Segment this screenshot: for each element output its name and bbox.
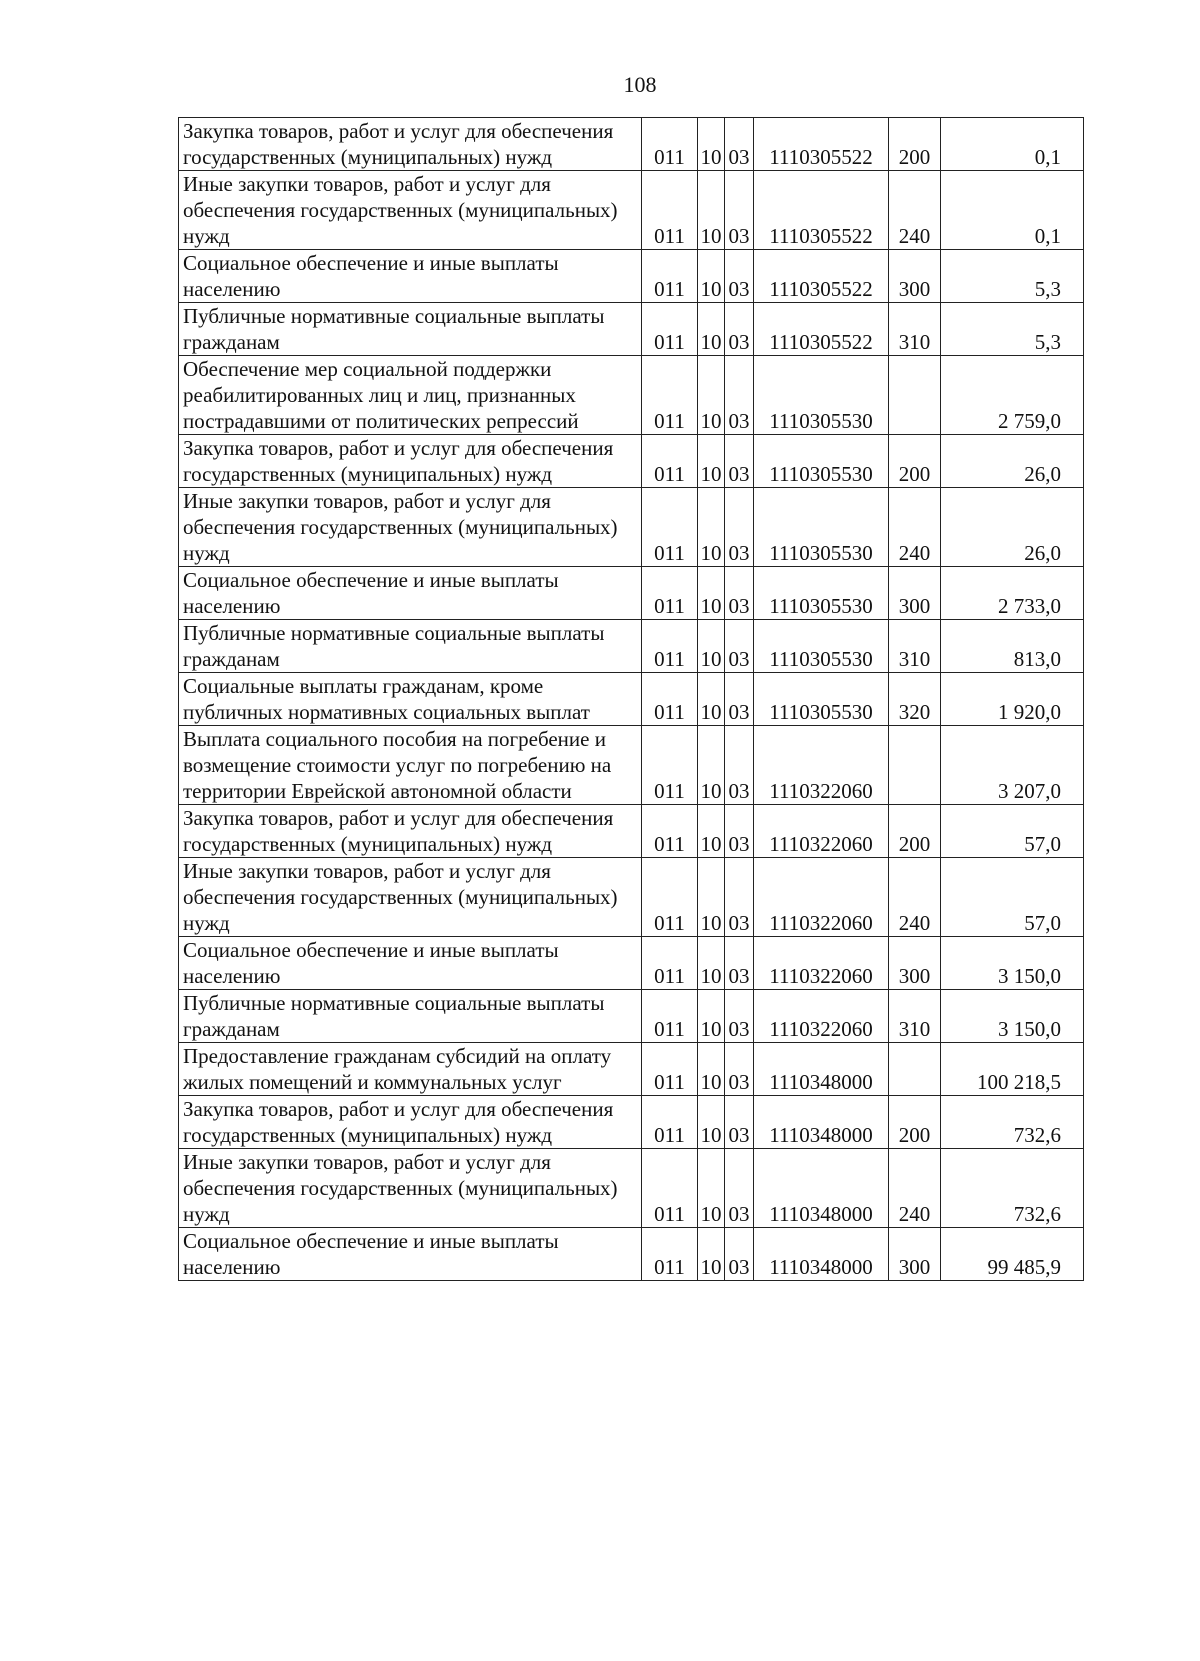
row-ved-code: 011 (642, 673, 698, 726)
row-amount: 1 920,0 (941, 673, 1084, 726)
table-row (179, 435, 1084, 488)
row-ved-code: 011 (642, 435, 698, 488)
row-expense-type: 300 (889, 567, 941, 620)
row-section-code: 10 (698, 937, 725, 990)
row-target-article: 1110348000 (754, 1228, 889, 1281)
row-amount: 5,3 (941, 303, 1084, 356)
row-section-code: 10 (698, 990, 725, 1043)
row-amount: 3 150,0 (941, 937, 1084, 990)
table-row (179, 620, 1084, 673)
row-amount: 0,1 (941, 118, 1084, 171)
row-amount: 5,3 (941, 250, 1084, 303)
row-expense-type (889, 356, 941, 435)
row-name: Социальное обеспечение и иные выплаты населению (179, 937, 642, 990)
row-subsection-code: 03 (725, 435, 754, 488)
row-name: Социальные выплаты гражданам, кроме публичных нормативных социальных выплат (179, 673, 642, 726)
row-ved-code: 011 (642, 937, 698, 990)
row-section-code: 10 (698, 673, 725, 726)
table-row (179, 1043, 1084, 1096)
row-subsection-code: 03 (725, 805, 754, 858)
table-row (179, 1096, 1084, 1149)
row-section-code: 10 (698, 118, 725, 171)
row-ved-code: 011 (642, 567, 698, 620)
row-expense-type: 320 (889, 673, 941, 726)
row-ved-code: 011 (642, 1149, 698, 1228)
row-name: Социальное обеспечение и иные выплаты населению (179, 1228, 642, 1281)
row-amount: 57,0 (941, 805, 1084, 858)
row-section-code: 10 (698, 435, 725, 488)
row-name: Закупка товаров, работ и услуг для обеспечения государственных (муниципальных) нужд (179, 435, 642, 488)
table-row (179, 303, 1084, 356)
row-subsection-code: 03 (725, 620, 754, 673)
row-ved-code: 011 (642, 1228, 698, 1281)
row-name: Иные закупки товаров, работ и услуг для обеспечения государственных (муниципальных) нужд (179, 1149, 642, 1228)
row-target-article: 1110305522 (754, 303, 889, 356)
row-ved-code: 011 (642, 356, 698, 435)
row-subsection-code: 03 (725, 171, 754, 250)
row-ved-code: 011 (642, 1096, 698, 1149)
row-target-article: 1110305522 (754, 118, 889, 171)
row-name: Закупка товаров, работ и услуг для обеспечения государственных (муниципальных) нужд (179, 1096, 642, 1149)
row-amount: 99 485,9 (941, 1228, 1084, 1281)
row-section-code: 10 (698, 303, 725, 356)
row-amount: 2 733,0 (941, 567, 1084, 620)
row-section-code: 10 (698, 726, 725, 805)
row-expense-type: 240 (889, 858, 941, 937)
row-target-article: 1110322060 (754, 858, 889, 937)
row-target-article: 1110322060 (754, 937, 889, 990)
row-subsection-code: 03 (725, 567, 754, 620)
row-expense-type (889, 726, 941, 805)
row-expense-type: 310 (889, 990, 941, 1043)
row-subsection-code: 03 (725, 937, 754, 990)
row-amount: 3 150,0 (941, 990, 1084, 1043)
row-amount: 26,0 (941, 488, 1084, 567)
row-name: Иные закупки товаров, работ и услуг для обеспечения государственных (муниципальных) нужд (179, 488, 642, 567)
row-target-article: 1110348000 (754, 1043, 889, 1096)
row-ved-code: 011 (642, 250, 698, 303)
row-name: Публичные нормативные социальные выплаты гражданам (179, 990, 642, 1043)
row-name: Иные закупки товаров, работ и услуг для обеспечения государственных (муниципальных) нужд (179, 171, 642, 250)
row-expense-type: 200 (889, 805, 941, 858)
table-row (179, 805, 1084, 858)
row-expense-type: 300 (889, 1228, 941, 1281)
table-row (179, 567, 1084, 620)
row-target-article: 1110305530 (754, 620, 889, 673)
row-subsection-code: 03 (725, 303, 754, 356)
row-name: Выплата социального пособия на погребение и возмещение стоимости услуг по погребению на территории Еврейской автономной области (179, 726, 642, 805)
table-row (179, 356, 1084, 435)
row-section-code: 10 (698, 250, 725, 303)
row-expense-type: 310 (889, 620, 941, 673)
row-name: Закупка товаров, работ и услуг для обеспечения государственных (муниципальных) нужд (179, 118, 642, 171)
row-amount: 100 218,5 (941, 1043, 1084, 1096)
row-target-article: 1110348000 (754, 1096, 889, 1149)
row-ved-code: 011 (642, 726, 698, 805)
row-expense-type (889, 1043, 941, 1096)
row-name: Социальное обеспечение и иные выплаты населению (179, 567, 642, 620)
row-section-code: 10 (698, 620, 725, 673)
table-row (179, 937, 1084, 990)
row-amount: 57,0 (941, 858, 1084, 937)
row-name: Публичные нормативные социальные выплаты гражданам (179, 620, 642, 673)
row-subsection-code: 03 (725, 990, 754, 1043)
row-amount: 732,6 (941, 1149, 1084, 1228)
row-name: Предоставление гражданам субсидий на оплату жилых помещений и коммунальных услуг (179, 1043, 642, 1096)
row-section-code: 10 (698, 1096, 725, 1149)
row-expense-type: 310 (889, 303, 941, 356)
row-ved-code: 011 (642, 805, 698, 858)
row-subsection-code: 03 (725, 1149, 754, 1228)
row-target-article: 1110305522 (754, 250, 889, 303)
row-name: Закупка товаров, работ и услуг для обеспечения государственных (муниципальных) нужд (179, 805, 642, 858)
row-expense-type: 300 (889, 937, 941, 990)
table-row (179, 990, 1084, 1043)
row-ved-code: 011 (642, 488, 698, 567)
row-subsection-code: 03 (725, 356, 754, 435)
row-name: Социальное обеспечение и иные выплаты населению (179, 250, 642, 303)
row-expense-type: 300 (889, 250, 941, 303)
row-subsection-code: 03 (725, 1228, 754, 1281)
row-expense-type: 240 (889, 488, 941, 567)
row-amount: 813,0 (941, 620, 1084, 673)
row-ved-code: 011 (642, 990, 698, 1043)
row-section-code: 10 (698, 1043, 725, 1096)
row-target-article: 1110305530 (754, 435, 889, 488)
row-target-article: 1110305530 (754, 567, 889, 620)
row-target-article: 1110348000 (754, 1149, 889, 1228)
row-name: Иные закупки товаров, работ и услуг для обеспечения государственных (муниципальных) нужд (179, 858, 642, 937)
table-row (179, 118, 1084, 171)
row-name: Обеспечение мер социальной поддержки реабилитированных лиц и лиц, признанных пострадавшими от политических репрессий (179, 356, 642, 435)
row-ved-code: 011 (642, 858, 698, 937)
row-target-article: 1110305530 (754, 488, 889, 567)
row-amount: 3 207,0 (941, 726, 1084, 805)
row-section-code: 10 (698, 1149, 725, 1228)
row-target-article: 1110305522 (754, 171, 889, 250)
row-expense-type: 200 (889, 435, 941, 488)
row-section-code: 10 (698, 171, 725, 250)
table-row (179, 1228, 1084, 1281)
table-row (179, 488, 1084, 567)
row-subsection-code: 03 (725, 250, 754, 303)
row-amount: 0,1 (941, 171, 1084, 250)
row-ved-code: 011 (642, 620, 698, 673)
row-section-code: 10 (698, 805, 725, 858)
row-expense-type: 200 (889, 1096, 941, 1149)
row-amount: 732,6 (941, 1096, 1084, 1149)
row-section-code: 10 (698, 488, 725, 567)
row-target-article: 1110305530 (754, 356, 889, 435)
row-target-article: 1110322060 (754, 805, 889, 858)
row-subsection-code: 03 (725, 673, 754, 726)
row-target-article: 1110322060 (754, 990, 889, 1043)
row-amount: 26,0 (941, 435, 1084, 488)
row-ved-code: 011 (642, 1043, 698, 1096)
row-name: Публичные нормативные социальные выплаты гражданам (179, 303, 642, 356)
row-target-article: 1110305530 (754, 673, 889, 726)
table-body (179, 118, 1084, 1281)
row-subsection-code: 03 (725, 726, 754, 805)
row-expense-type: 200 (889, 118, 941, 171)
budget-table (178, 117, 1084, 1281)
row-ved-code: 011 (642, 118, 698, 171)
row-subsection-code: 03 (725, 488, 754, 567)
table-row (179, 250, 1084, 303)
row-section-code: 10 (698, 567, 725, 620)
row-subsection-code: 03 (725, 1043, 754, 1096)
row-section-code: 10 (698, 858, 725, 937)
row-target-article: 1110322060 (754, 726, 889, 805)
table-row (179, 1149, 1084, 1228)
row-subsection-code: 03 (725, 858, 754, 937)
row-section-code: 10 (698, 1228, 725, 1281)
row-subsection-code: 03 (725, 118, 754, 171)
row-expense-type: 240 (889, 171, 941, 250)
row-expense-type: 240 (889, 1149, 941, 1228)
table-row (179, 858, 1084, 937)
table-row (179, 726, 1084, 805)
table-row (179, 171, 1084, 250)
row-ved-code: 011 (642, 171, 698, 250)
page-number: 108 (623, 72, 657, 97)
row-ved-code: 011 (642, 303, 698, 356)
row-section-code: 10 (698, 356, 725, 435)
row-amount: 2 759,0 (941, 356, 1084, 435)
table-row (179, 673, 1084, 726)
row-subsection-code: 03 (725, 1096, 754, 1149)
